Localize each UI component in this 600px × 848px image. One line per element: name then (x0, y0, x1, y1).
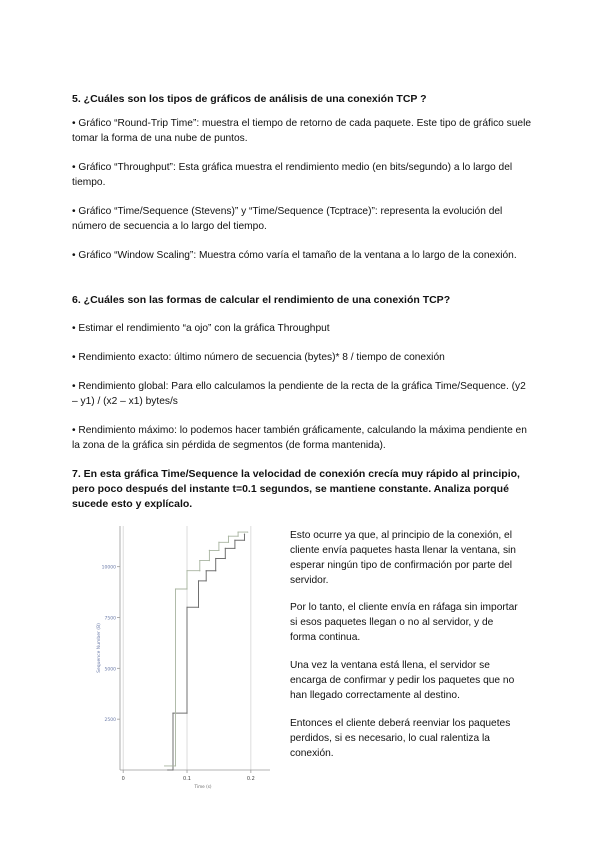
series-window-line (165, 532, 248, 766)
q6-item-estimate: • Estimar el rendimiento “a ojo” con la gráfica Throughput (72, 323, 330, 334)
x-tick-label: 0.2 (246, 776, 255, 782)
q7-paragraph-1: Esto ocurre ya que, al principio de la conexión, el cliente envía paquetes hasta llenar la ventana, sin esperar ningún tipo de confirmación por parte del servidor. (290, 530, 516, 586)
series-sequence-point (206, 580, 207, 581)
series-window-point (164, 765, 165, 766)
series-sequence-point (234, 540, 235, 541)
q6-item-maximum: • Rendimiento máximo: lo podemos hacer también gráficamente, calculando la máxima pendiente en la zona de la gráfica sin pérdida de segmentos (de forma mantenida). (72, 425, 527, 451)
series-window-point (237, 536, 238, 537)
series-window-point (199, 570, 200, 571)
q5-item-round-trip: • Gráfico “Round-Trip Time”: muestra el tiempo de retorno de cada paquete. Este tipo de gráfico suele tomar la forma de una nube de puntos. (72, 118, 532, 144)
q5-item-window-scaling: • Gráfico “Window Scaling”: Muestra cómo varía el tamaño de la ventana a lo largo de la conexión. (72, 250, 517, 261)
series-window-point (228, 542, 229, 543)
q7-paragraph-4: Entonces el cliente deberá reenviar los paquetes perdidos, si es necesario, lo cual ralentiza la conexión. (290, 718, 511, 759)
series-sequence-point (198, 607, 199, 608)
series-window-point (228, 536, 229, 537)
series-window-point (186, 588, 187, 589)
q7-paragraph-3: Una vez la ventana está llena, el servidor se encarga de confirmar y pedir los paquetes que no han llegado correctamente al destino. (290, 660, 515, 701)
q6-item-global: • Rendimiento global: Para ello calculamos la pendiente de la recta de la gráfica Time/Sequence. (y2 – y1) / (x2 – x1) bytes/s (72, 381, 526, 407)
series-sequence-point (244, 540, 245, 541)
x-axis-label: Time (s) (194, 784, 212, 789)
series-window-point (186, 570, 187, 571)
q5-item-time-sequence: • Gráfico “Time/Sequence (Stevens)” y “Time/Sequence (Tcptrace)”: representa la evolución del número de secuencia a lo largo del tiempo. (72, 206, 503, 232)
series-sequence-point (225, 548, 226, 549)
x-tick-label: 0 (121, 776, 125, 782)
series-sequence-point (167, 769, 168, 770)
series-sequence-point (234, 548, 235, 549)
series-sequence-line (168, 534, 245, 770)
series-window-point (175, 765, 176, 766)
y-tick-label: 5000 (104, 667, 116, 673)
q7-paragraph-2: Por lo tanto, el cliente envía en ráfaga sin importar si esos paquetes llegan o no al servidor, y de forma continua. (290, 602, 518, 643)
series-window-point (175, 588, 176, 589)
series-sequence-point (186, 607, 187, 608)
question-6-heading: 6. ¿Cuáles son las formas de calcular el rendimiento de una conexión TCP? (72, 294, 451, 306)
chart-svg (90, 520, 280, 790)
series-window-point (209, 550, 210, 551)
series-sequence-point (198, 580, 199, 581)
series-window-point (199, 560, 200, 561)
series-window-point (237, 532, 238, 533)
time-sequence-chart (90, 520, 280, 790)
question-7-heading: 7. En esta gráfica Time/Sequence la velocidad de conexión crecía muy rápido al principio, pero poco después del instante t=0.1 segundos, se mantiene constante. Analiza porqué sucede esto y explícalo. (72, 468, 520, 510)
series-sequence-point (186, 712, 187, 713)
series-sequence-point (244, 534, 245, 535)
q5-item-throughput: • Gráfico “Throughput”: Esta gráfica muestra el rendimiento medio (en bits/segundo) a lo largo del tiempo. (72, 162, 513, 188)
series-sequence-point (206, 570, 207, 571)
series-window-point (247, 532, 248, 533)
series-sequence-point (215, 558, 216, 559)
series-window-point (218, 542, 219, 543)
y-tick-label: 2500 (104, 718, 116, 724)
x-tick-label: 0.1 (183, 776, 191, 782)
series-sequence-point (172, 769, 173, 770)
y-tick-label: 7500 (104, 616, 116, 622)
y-tick-label: 10000 (101, 565, 116, 571)
y-axis-label: Sequence Number (B) (97, 623, 102, 673)
series-sequence-point (172, 712, 173, 713)
series-sequence-point (225, 558, 226, 559)
question-5-heading: 5. ¿Cuáles son los tipos de gráficos de análisis de una conexión TCP ? (72, 93, 427, 105)
series-window-point (218, 550, 219, 551)
series-window-point (209, 560, 210, 561)
series-sequence-point (215, 570, 216, 571)
q6-item-exact: • Rendimiento exacto: último número de secuencia (bytes)* 8 / tiempo de conexión (72, 352, 445, 363)
